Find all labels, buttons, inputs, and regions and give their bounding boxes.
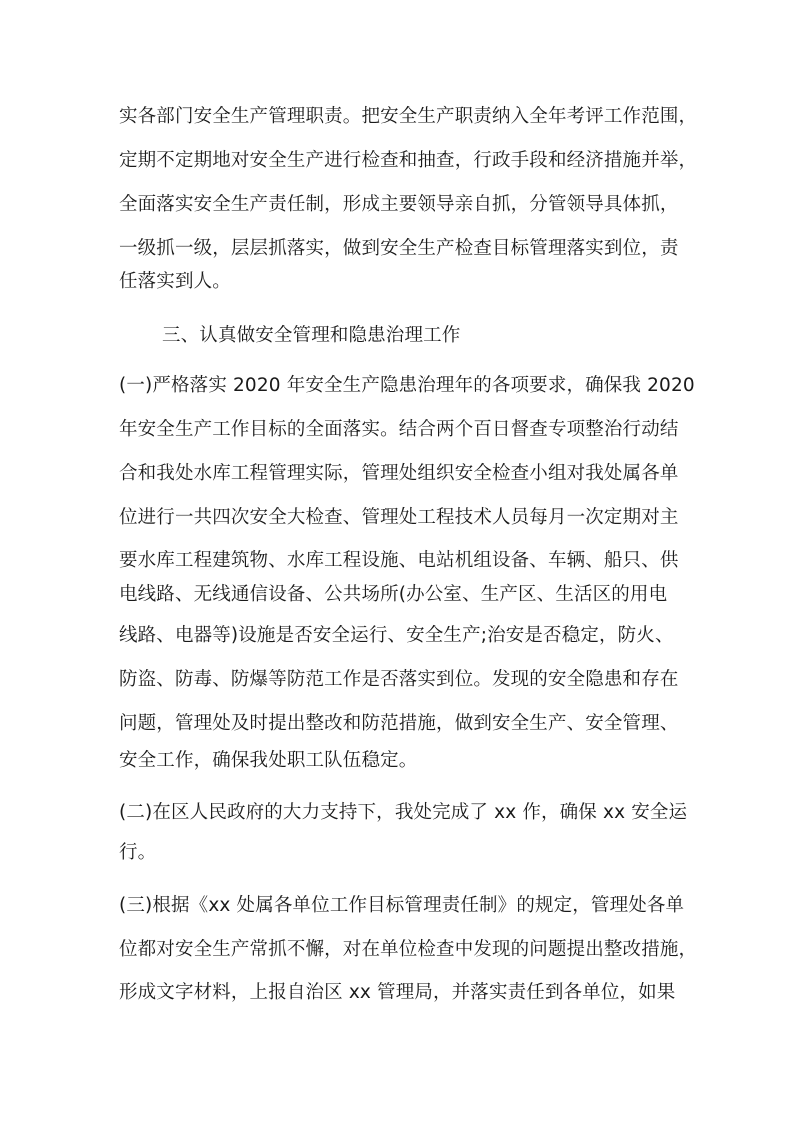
paragraph-line: 定期不定期地对安全生产进行检查和抽查，行政手段和经济措施并举， bbox=[119, 150, 698, 171]
paragraph-line: (二)在区人民政府的大力支持下，我处完成了 xx 作，确保 xx 安全运 bbox=[119, 802, 688, 823]
paragraph-line: 实各部门安全生产管理职责。把安全生产职责纳入全年考评工作范围， bbox=[119, 106, 698, 127]
paragraph-line: 行。 bbox=[119, 842, 157, 863]
paragraph-line: 年安全生产工作目标的全面落实。结合两个百日督查专项整治行动结 bbox=[119, 419, 679, 440]
paragraph-line: (三)根据《xx 处属各单位工作目标管理责任制》的规定，管理处各单 bbox=[119, 895, 685, 916]
paragraph-line: 要水库工程建筑物、水库工程设施、电站机组设备、车辆、船只、供 bbox=[119, 550, 679, 571]
paragraph-line: 形成文字材料，上报自治区 xx 管理局，并落实责任到各单位，如果 bbox=[119, 982, 676, 1003]
section-heading: 三、认真做安全管理和隐患治理工作 bbox=[162, 325, 461, 346]
paragraph-line: 位都对安全生产常抓不懈，对在单位检查中发现的问题提出整改措施， bbox=[119, 939, 698, 960]
paragraph-line: 一级抓一级，层层抓落实，做到安全生产检查目标管理落实到位，责 bbox=[119, 238, 679, 259]
paragraph-line: 安全工作，确保我处职工队伍稳定。 bbox=[119, 750, 418, 771]
paragraph-line: 线路、电器等)设施是否安全运行、安全生产;治安是否稳定，防火、 bbox=[119, 625, 674, 646]
paragraph-line: 合和我处水库工程管理实际，管理处组织安全检查小组对我处属各单 bbox=[119, 463, 679, 484]
paragraph-line: 问题，管理处及时提出整改和防范措施，做到安全生产、安全管理、 bbox=[119, 713, 679, 734]
paragraph-line: 任落实到人。 bbox=[119, 271, 231, 292]
paragraph-line: 位进行一共四次安全大检查、管理处工程技术人员每月一次定期对主 bbox=[119, 507, 679, 528]
paragraph-line: 全面落实安全生产责任制，形成主要领导亲自抓，分管领导具体抓， bbox=[119, 194, 679, 215]
paragraph-line: (一)严格落实 2020 年安全生产隐患治理年的各项要求，确保我 2020 bbox=[119, 375, 695, 396]
paragraph-line: 电线路、无线通信设备、公共场所(办公室、生产区、生活区的用电 bbox=[119, 584, 668, 605]
paragraph-line: 防盗、防毒、防爆等防范工作是否落实到位。发现的安全隐患和存在 bbox=[119, 669, 679, 690]
